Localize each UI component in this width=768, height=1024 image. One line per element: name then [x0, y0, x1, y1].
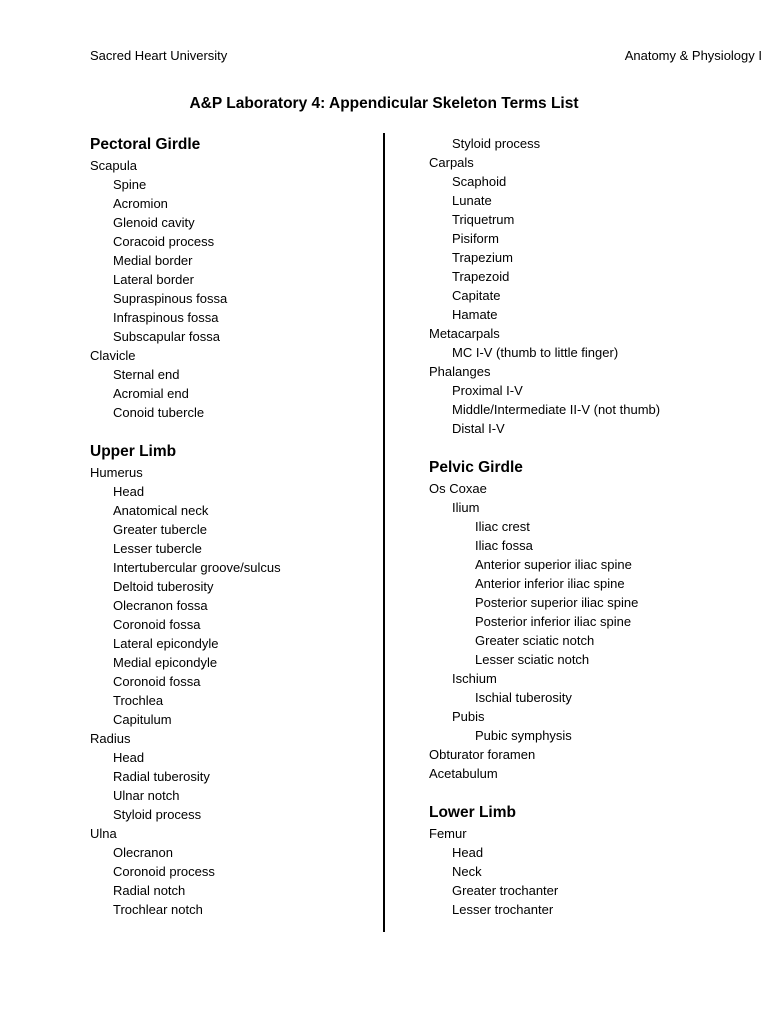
subterm-item: Distal I-V: [452, 421, 505, 436]
page-header-left: Sacred Heart University: [90, 48, 228, 63]
subterm-item: Proximal I-V: [452, 383, 523, 398]
subterm-item: Greater sciatic notch: [475, 633, 595, 648]
subterm-item: Lesser tubercle: [113, 541, 202, 556]
subterm-item: Olecranon: [113, 845, 173, 860]
subterm-item: Pubic symphysis: [475, 728, 572, 743]
subterm-item: MC I-V (thumb to little finger): [452, 345, 619, 360]
subterm-item: Styloid process: [113, 807, 202, 822]
section-spacer: [90, 422, 281, 441]
subterm-item: Anterior superior iliac spine: [475, 557, 632, 572]
subterm-item: Conoid tubercle: [113, 405, 205, 420]
subterm-item: Middle/Intermediate II-V (not thumb): [452, 402, 661, 417]
subterm-item: Iliac crest: [475, 519, 530, 534]
subterm-item: Ulnar notch: [113, 788, 180, 803]
term-item: Humerus: [90, 465, 143, 480]
subterm-item: Coronoid process: [113, 864, 215, 879]
subterm-item: Head: [452, 845, 484, 860]
subterm-item: Acromial end: [113, 386, 189, 401]
subterm-item: Olecranon fossa: [113, 598, 208, 613]
subterm-item: Posterior superior iliac spine: [475, 595, 639, 610]
term-item: Clavicle: [90, 348, 136, 363]
subterm-item: Lesser sciatic notch: [475, 652, 590, 667]
subterm-item: Glenoid cavity: [113, 215, 195, 230]
section-spacer: [429, 438, 660, 457]
subterm-item: Hamate: [452, 307, 498, 322]
term-item: Radius: [90, 731, 131, 746]
term-item: Phalanges: [429, 364, 491, 379]
subterm-item: Iliac fossa: [475, 538, 533, 553]
subterm-item: Pubis: [452, 709, 485, 724]
subterm-item: Capitate: [452, 288, 501, 303]
subterm-item: Ischial tuberosity: [475, 690, 572, 705]
subterm-item: Trapezoid: [452, 269, 510, 284]
subterm-item: Radial tuberosity: [113, 769, 210, 784]
subterm-item: Ischium: [452, 671, 497, 686]
subterm-item: Capitulum: [113, 712, 172, 727]
term-item: Os Coxae: [429, 481, 487, 496]
subterm-item: Coronoid fossa: [113, 674, 201, 689]
subterm-item: Spine: [113, 177, 147, 192]
subterm-item: Subscapular fossa: [113, 329, 220, 344]
subterm-item: Styloid process: [452, 136, 541, 151]
subterm-item: Lunate: [452, 193, 492, 208]
document-title: A&P Laboratory 4: Appendicular Skeleton Terms List: [189, 95, 579, 112]
subterm-item: Greater tubercle: [113, 522, 207, 537]
subterm-item: Trapezium: [452, 250, 513, 265]
right-column: [429, 134, 660, 919]
subterm-item: Anatomical neck: [113, 503, 209, 518]
term-item: Carpals: [429, 155, 474, 170]
subterm-item: Medial epicondyle: [113, 655, 218, 670]
page-header-right: Anatomy & Physiology I: [624, 48, 762, 63]
section-spacer: [429, 783, 660, 802]
subterm-item: Radial notch: [113, 883, 186, 898]
subterm-item: Head: [113, 750, 145, 765]
subterm-item: Coracoid process: [113, 234, 215, 249]
subterm-item: Greater trochanter: [452, 883, 559, 898]
subterm-item: Infraspinous fossa: [113, 310, 219, 325]
subterm-item: Medial border: [113, 253, 193, 268]
section-heading: Lower Limb: [429, 804, 516, 821]
subterm-item: Coronoid fossa: [113, 617, 201, 632]
subterm-item: Scaphoid: [452, 174, 507, 189]
subterm-item: Lateral border: [113, 272, 194, 287]
term-item: Metacarpals: [429, 326, 500, 341]
subterm-item: Head: [113, 484, 145, 499]
column-divider: [383, 133, 385, 932]
section-heading: Pelvic Girdle: [429, 459, 523, 476]
subterm-item: Supraspinous fossa: [113, 291, 228, 306]
subterm-item: Neck: [452, 864, 482, 879]
term-item: Acetabulum: [429, 766, 498, 781]
subterm-item: Deltoid tuberosity: [113, 579, 214, 594]
term-item: Ulna: [90, 826, 117, 841]
subterm-item: Intertubercular groove/sulcus: [113, 560, 281, 575]
section-heading: Pectoral Girdle: [90, 136, 201, 153]
subterm-item: Pisiform: [452, 231, 499, 246]
subterm-item: Lesser trochanter: [452, 902, 554, 917]
subterm-item: Posterior inferior iliac spine: [475, 614, 632, 629]
subterm-item: Acromion: [113, 196, 168, 211]
subterm-item: Triquetrum: [452, 212, 515, 227]
term-item: Scapula: [90, 158, 137, 173]
subterm-item: Trochlear notch: [113, 902, 203, 917]
subterm-item: Anterior inferior iliac spine: [475, 576, 625, 591]
subterm-item: Trochlea: [113, 693, 164, 708]
left-column: [90, 134, 281, 919]
subterm-item: Lateral epicondyle: [113, 636, 219, 651]
term-item: Femur: [429, 826, 467, 841]
section-heading: Upper Limb: [90, 443, 177, 460]
term-item: Obturator foramen: [429, 747, 536, 762]
subterm-item: Ilium: [452, 500, 480, 515]
subterm-item: Sternal end: [113, 367, 180, 382]
